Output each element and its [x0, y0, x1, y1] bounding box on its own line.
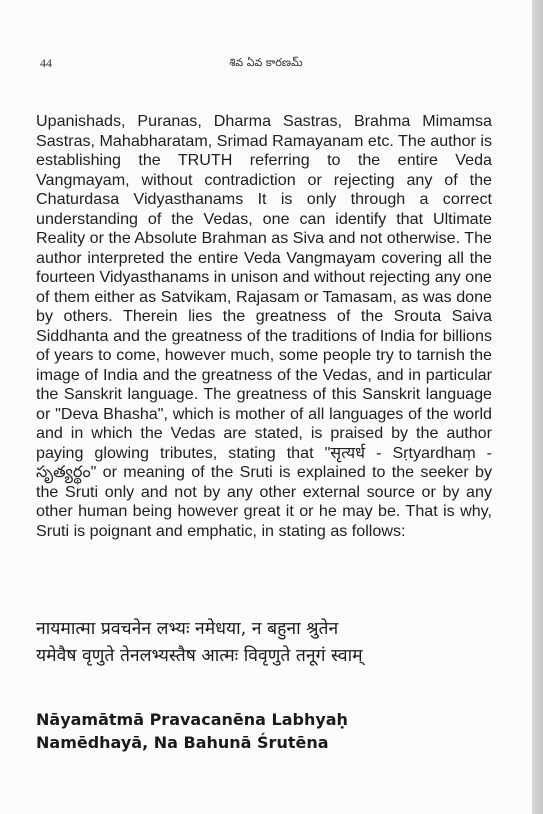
verse-transliteration — [36, 708, 506, 754]
verse-line-1: नायमात्मा प्रवचनेन लभ्यः नमेधया, न बहुना श्रुतेन — [36, 619, 339, 639]
verse-line-2: यमेवैष वृणुते तेनलभ्यस्तैष आत्मः विवृणुते तनूगं स्वाम् — [36, 646, 363, 666]
sanskrit-verse — [36, 616, 506, 670]
page-header — [40, 56, 492, 74]
running-head: శివ ఏవ కారణమ్ — [229, 56, 303, 69]
page-edge-shadow — [532, 0, 543, 814]
transliteration-line-2: Namēdhayā, Na Bahunā Śrutēna — [36, 733, 329, 752]
body-paragraph: Upanishads, Puranas, Dharma Sastras, Brahma Mimamsa Sastras, Mahabharatam, Srimad Ramayanam etc. The author is establishing the TRUTH referring to the entire Veda Vangmayam, without contradiction or rejecting any of the Chaturdasa Vidyasthanams It is only through a correct understanding of the Vedas, one can identify that Ultimate Reality or the Absolute Brahman as Siva and not otherwise. The author interpreted the entire Veda Vangmayam covering all the fourteen Vidyasthanams in unison and without rejecting any one of them either as Satvikam, Rajasam or Tamasam, as was done by others. Therein lies the greatness of the Srouta Saiva Siddhanta and the greatness of the traditions of India for billions of years to come, however much, some people try to tarnish the image of India and the greatness of the Vedas, and in particular the Sanskrit language. The greatness of this Sanskrit language or "Deva Bhasha", which is mother of all languages of the world and in which the Vedas are stated, is praised by the author paying glowing tributes, stating that "सृत्यर्ध - Sṛtyardhaṃ - సృత్యర్థం" or meaning of the Sruti is explained to the seeker by the Sruti only and not by any other external source or by any other human being however great it or he may be. That is why, Sruti is poignant and emphatic, in stating as follows: — [36, 112, 492, 540]
page-number: 44 — [40, 56, 52, 70]
transliteration-line-1: Nāyamātmā Pravacanēna Labhyaḥ — [36, 710, 348, 729]
